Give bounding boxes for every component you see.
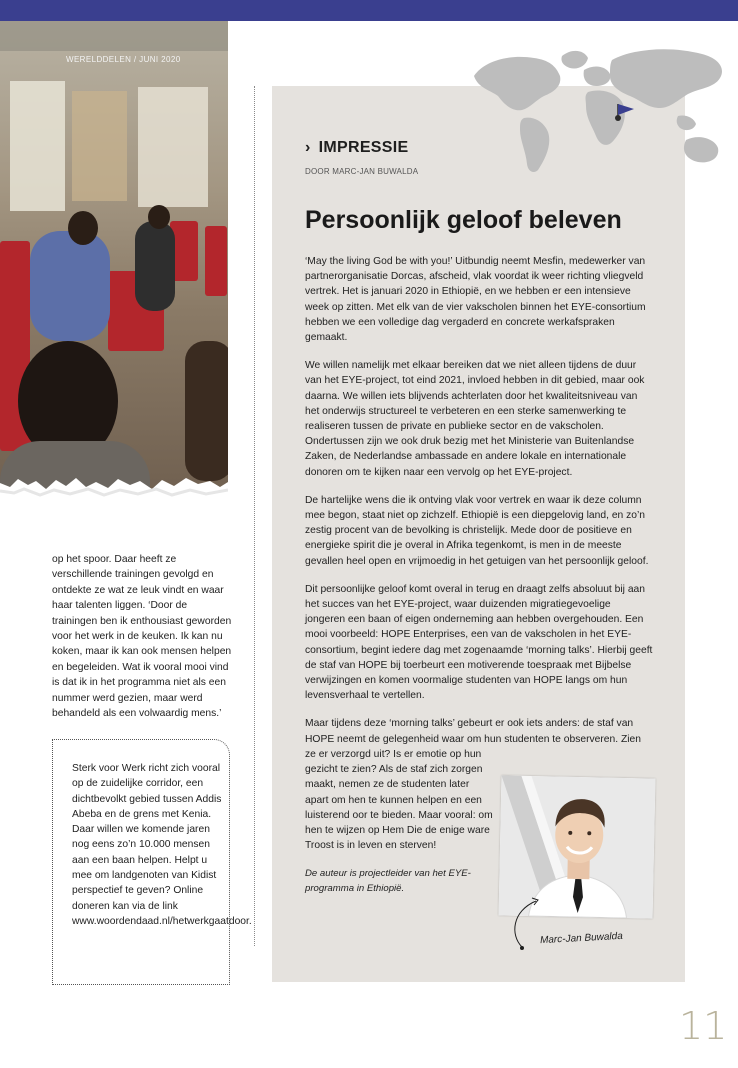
section-heading bbox=[305, 139, 408, 157]
article-paragraph: Maar tijdens deze ‘morning talks’ gebeurt er ook iets anders: de staf van HOPE neemt de gelegenheid waar om hun studenten te observeren. Zien bbox=[305, 718, 642, 745]
article-paragraph: We willen namelijk met elkaar bereiken dat we niet alleen tijdens de duur van het EYE-project, tot eind 2021, invloed hebben in dit gebied, maar ook daarna. We willen iets blijvends achterlaten door het kwaliteitsniveau van het onderwijs structureel te verbeteren en een sterke samenwerking te realiseren tussen de private en publieke sector en de vakscholen. Ondertussen zijn we ook druk bezig met het Ministerie van Buitenlandse Zaken, de Nederlandse ambassade en andere lokale en internationale donoren om te kijken naar een vervolg op het EYE-project. bbox=[305, 360, 645, 478]
torn-edge bbox=[0, 469, 228, 505]
photo-caption: Marc-Jan Buwalda bbox=[539, 930, 624, 947]
caption-arrow-icon bbox=[508, 895, 544, 953]
chevron-right-icon: › bbox=[305, 139, 311, 156]
top-color-bar bbox=[0, 0, 738, 21]
article-paragraph: ‘May the living God be with you!’ Uitbundig neemt Mesfin, medewerker van partnerorganisatie Dorcas, afscheid, vlak voordat ik weer richting vliegveld vertrek. Het is januari 2020 in Ethiopië, en we hebben er een intensieve week op zitten. Met elk van de vier vakscholen binnen het EYE-consortium hebben we een volledige dag vergaderd en concrete werkafspraken gemaakt. bbox=[305, 256, 646, 344]
author-note: De auteur is projectleider van het EYE-programma in Ethiopië. bbox=[305, 868, 471, 895]
byline: DOOR MARC-JAN BUWALDA bbox=[305, 167, 419, 176]
article-paragraph: Dit persoonlijke geloof komt overal in terug en draagt zelfs absoluut bij aan het succes van het EYE-project, waar duizenden migratiegevoelige jongeren een baan of eigen onderneming aan hebben overgehouden. Een mooi voorbeeld: HOPE Enterprises, een van de vakscholen in het EYE-consortium, begint iedere dag met zogenaamde ‘morning talks’. Hierbij geeft de staf van HOPE bij toerbeurt een motiverende toespraak met Bijbelse verwijzingen en komen voormalige studenten van HOPE langs om hun levensverhaal te vertellen. bbox=[305, 583, 653, 702]
header-photo bbox=[0, 21, 228, 505]
section-label: IMPRESSIE bbox=[318, 139, 409, 156]
left-column-text: op het spoor. Daar heeft ze verschillende trainingen gevolgd en ontdekte ze wat ze leuk vindt en waar haar talenten liggen. ‘Door de trainingen ben ik enthousiast geworden voor het werk in de keuken. Ik kan nu koken, maar ik kan ook mensen helpen en begeleiden. Wat ik vooral mooi vind is dat ik in het programma niet als een nummer werd gezien, maar werd behandeld als een volwaardig mens.’ bbox=[52, 554, 232, 720]
page-number: 11 bbox=[679, 1004, 728, 1048]
world-map-icon bbox=[464, 36, 730, 178]
issue-label: WERELDDELEN / JUNI 2020 bbox=[66, 55, 181, 64]
info-box-text: Sterk voor Werk richt zich vooral op de zuidelijke corridor, een dichtbevolkt gebied tussen Addis Abeba en de grens met Kenia. Daar willen we komende jaren nog eens zo’n 10.000 mensen aan een baan helpen. Helpt u mee om landgenoten van Kidist perspectief te geven? Online doneren kan via de link www.woordendaad.nl/hetwerkgaatdoor. bbox=[72, 763, 252, 927]
article-title: Persoonlijk geloof beleven bbox=[305, 206, 622, 234]
article-paragraph: De hartelijke wens die ik ontving vlak voor vertrek en waar ik deze column mee begon, staat niet op zichzelf. Ethiopië is een diepgelovig land, en zo’n zestig procent van de bevolking is christelijk. Mede door de positieve en energieke spirit die je overal in Afrika tegenkomt, is men in de meeste gevallen heel open en vrijmoedig in het getuigen van het persoonlijk geloof. bbox=[305, 494, 649, 567]
column-divider bbox=[254, 86, 255, 946]
article-paragraph: ze er verzorgd uit? Is er emotie op hun gezicht te zien? Als de staf zich zorgen maakt, nemen ze de studenten later apart om hen te kunnen helpen en een luisterend oor te bieden. Maar vooral: om hen te wijzen op Hem Die de enige ware Troost is in leven en sterven! bbox=[305, 748, 493, 852]
